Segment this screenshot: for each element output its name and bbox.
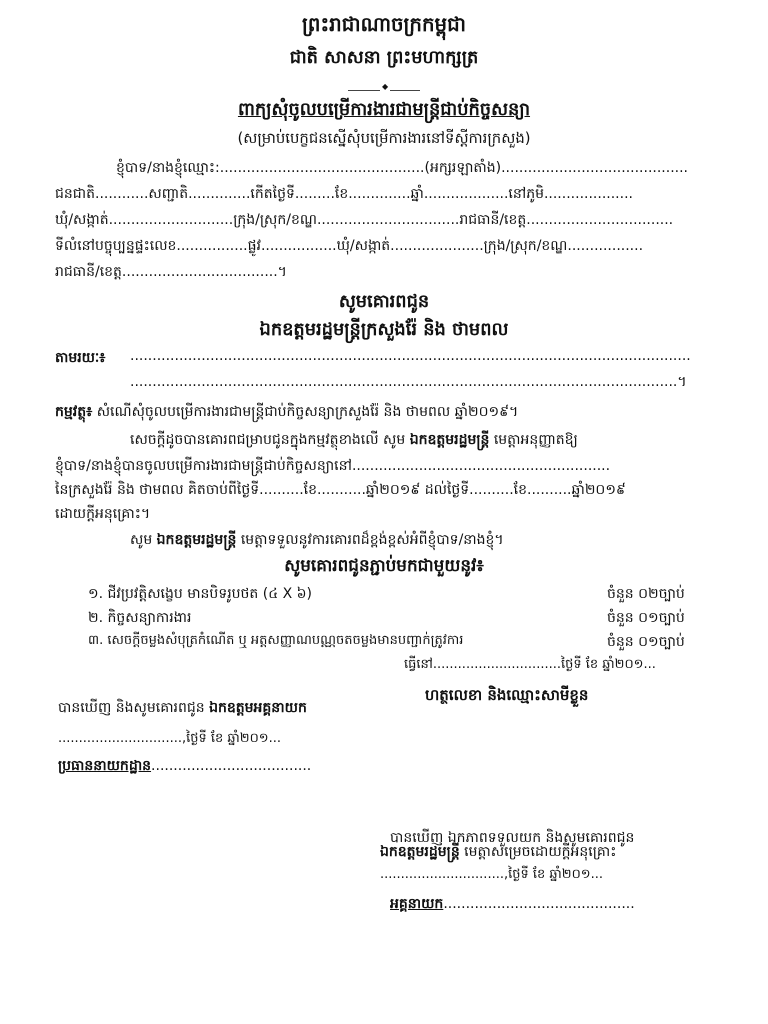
body-text: មេត្តាទទួលនូវការគោរពដ៏ខ្ពង់ខ្ពស់អំពីខ្ញុំបាទ/នាងខ្ញុំ។ xyxy=(236,532,504,548)
attachment-count: ចំនួន ០១ច្បាប់ xyxy=(607,610,685,626)
right-approval-line-2 xyxy=(380,842,616,863)
attachments-heading: សូមគោរពជូនភ្ជាប់មកជាមួយនូវ៖ xyxy=(284,555,484,575)
signature-label: ហត្ថលេខា និងឈ្មោះសាមីខ្លួន xyxy=(425,686,589,704)
attachment-item: ២. កិច្ចសន្យាការងារ xyxy=(88,610,192,626)
body-text: សូម xyxy=(130,532,157,548)
body-paragraph-4: ដោយក្ដីអនុគ្រោះ។ xyxy=(55,506,151,522)
form-subtitle: (សម្រាប់បេក្ខជនស្នើសុំបម្រើការងារនៅទីស្ដីការក្រសួង) xyxy=(237,130,531,147)
province-line: រាជធានី/ខេត្ត...................................។ xyxy=(55,264,287,280)
department-head-title: ប្រធាននាយកដ្ឋាន xyxy=(58,758,152,774)
via-line-2: ...........................................................................................................................។ xyxy=(130,374,687,390)
national-motto: ជាតិ សាសនា ព្រះមហាក្សត្រ xyxy=(289,47,479,68)
minister-title: ឯកឧត្ដមរដ្ឋមន្ត្រី xyxy=(380,844,460,860)
director-general-title: ឯកឧត្ដមអគ្គនាយក xyxy=(209,700,307,716)
approval-text: មេត្តាសម្រេចដោយក្ដីអនុគ្រោះ xyxy=(459,844,617,860)
place-date-line: ធ្វើនៅ...............................ថ្ងៃទី ខែ ឆ្នាំ២០១... xyxy=(404,657,656,672)
address-line: ទីលំនៅបច្ចុប្បន្នផ្ទះលេខ................ផ្លូវ.................ឃុំ/សង្កាត់.....................ក្រុង/ស្រុក/ខណ្ឌ................. xyxy=(55,238,644,254)
minister-title: ឯកឧត្ដមរដ្ឋមន្ត្រី xyxy=(409,432,490,448)
minister-title: ឯកឧត្ដមរដ្ឋមន្ត្រី xyxy=(156,532,237,548)
director-general-title: អគ្គនាយក xyxy=(390,896,444,912)
department-head-line xyxy=(58,756,311,777)
respect-heading: សូមគោរពជូន xyxy=(338,291,430,312)
right-approval-date: ..............................,ថ្ងៃទី ខែ ឆ្នាំ២០១... xyxy=(380,867,604,882)
body-text: សេចក្ដីដូចបានគោរពជម្រាបជូនក្នុងកម្មវត្ថុខាងលើ សូម xyxy=(130,432,406,448)
body-paragraph-3: នៃក្រសួងរ៉ែ និង ថាមពល គិតចាប់ពីថ្ងៃទី..........ខែ...........ឆ្នាំ២០១៩ ដល់ថ្ងៃទី..........ខែ..........ឆ្នាំ២០១៩ xyxy=(55,482,626,498)
director-general-line xyxy=(390,894,635,915)
body-paragraph-2: ខ្ញុំបាទ/នាងខ្ញុំបានចូលបម្រើការងារជាមន្ត្រីជាប់កិច្ចសន្យានៅ.......................................................... xyxy=(55,458,611,474)
closing-line xyxy=(130,530,504,551)
subject-label: កម្មវត្ថុ៖ xyxy=(55,404,93,420)
kingdom-heading: ព្រះរាជាណាចក្រកម្ពុជា xyxy=(302,13,466,36)
approval-text: បានឃើញ និងសូមគោរពជូន xyxy=(58,700,210,716)
commune-line: ឃុំ/សង្កាត់............................ក្រុង/ស្រុក/ខណ្ឌ................................រាជធានី/ខេត្ត................................. xyxy=(55,212,674,228)
via-label: តាមរយៈ៖ xyxy=(55,350,106,366)
left-approval-line xyxy=(58,698,307,719)
subject-text: សំណើសុំចូលបម្រើការងារជាមន្ត្រីជាប់កិច្ចសន្យាក្រសួងរ៉ែ និង ថាមពល ឆ្នាំ២០១៩។ xyxy=(92,404,519,420)
recipient-heading: ឯកឧត្ដមរដ្ឋមន្ត្រីក្រសួងរ៉ែ និង ថាមពល xyxy=(259,319,509,340)
via-line-1: .............................................................................................................................. xyxy=(130,348,691,364)
name-line: ខ្ញុំបាទ/នាងខ្ញុំឈ្មោះ:..............................................(អក្សរឡាតាំង).......................................... xyxy=(116,160,689,176)
form-title: ពាក្យសុំចូលបម្រើការងារជាមន្ត្រីជាប់កិច្ចសន្យា xyxy=(237,99,531,120)
attachment-item: ៣. សេចក្ដីចម្លងសំបុត្រកំណើត ឬ អត្តសញ្ញាណបណ្ណចតចម្លងមានបញ្ជាក់ត្រូវការ xyxy=(88,633,464,648)
signature-dots: .................................... xyxy=(151,758,312,774)
body-paragraph-1 xyxy=(130,430,578,451)
attachment-item: ១. ជីវប្រវត្តិសង្ខេប មានបិទរូបថត (៤ X ៦) xyxy=(88,586,312,602)
attachment-count: ចំនួន ០២ច្បាប់ xyxy=(607,586,685,602)
left-approval-date: ..............................,ថ្ងៃទី ខែ ឆ្នាំ២០១... xyxy=(58,731,282,746)
body-text: មេត្តាអនុញ្ញាតឱ្យ xyxy=(489,432,578,448)
signature-dots: ........................................... xyxy=(443,896,635,912)
ornament-divider xyxy=(348,87,420,93)
right-approval-line-1: បានឃើញ ឯកភាពទទួលយក និងសូមគោរពជូន xyxy=(390,830,635,846)
attachment-count: ចំនួន ០១ច្បាប់ xyxy=(607,634,685,650)
subject-line xyxy=(55,402,518,423)
birth-line: ជនជាតិ............សញ្ជាតិ..............កើតថ្ងៃទី.........ខែ..............ឆ្នាំ...................នៅភូមិ.................... xyxy=(55,186,633,202)
